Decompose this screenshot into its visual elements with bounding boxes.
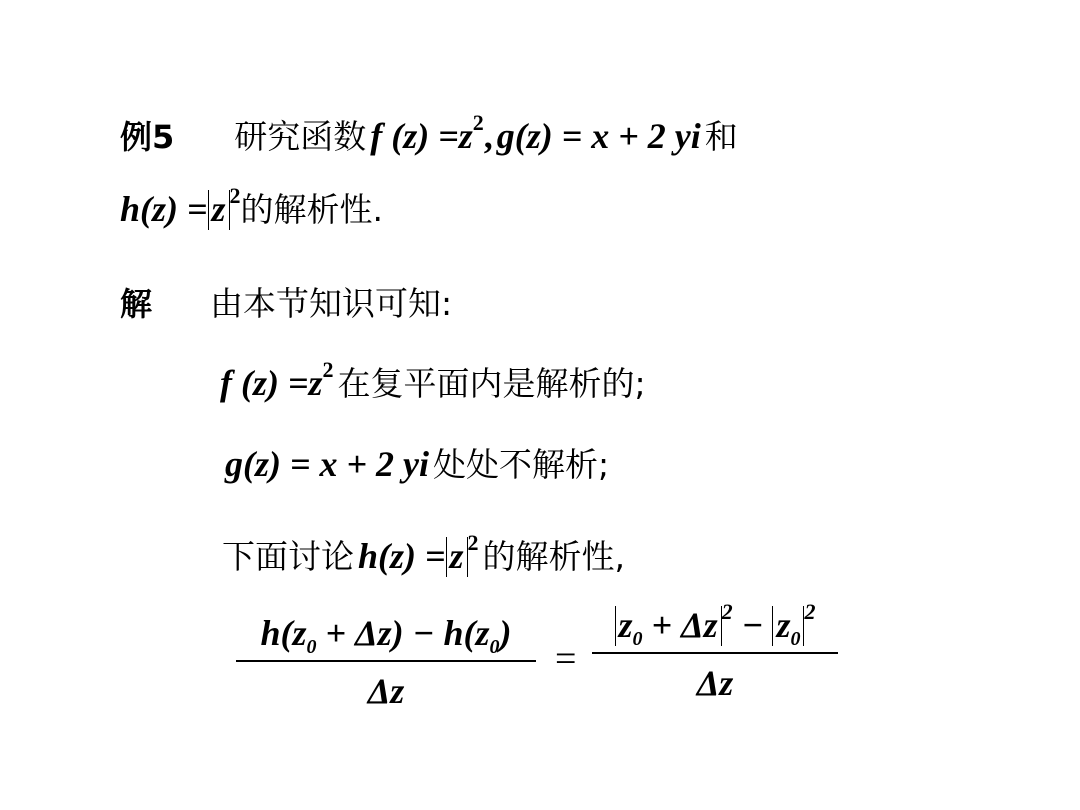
and-word: 和	[704, 117, 738, 156]
g-conclusion: 处处不解析;	[433, 445, 610, 484]
g-statement: g(z) = x + 2 yi	[225, 444, 429, 484]
f-exponent: 2	[472, 110, 484, 135]
h-abs-value: z	[208, 190, 230, 230]
separator: ,	[483, 116, 493, 156]
solution-label: 解	[120, 285, 153, 323]
solution-line-1	[220, 357, 646, 403]
lhs-numerator: $h(z_0 + \Delta z) - h(z_0)$	[260, 613, 512, 658]
h-statement: h(z) =	[358, 536, 446, 576]
f-statement: f (z) =z	[220, 363, 323, 403]
example-tail: 的解析性.	[240, 190, 384, 229]
example-line-2	[120, 183, 384, 230]
lhs-denominator: Δz	[367, 671, 405, 711]
solution-line-2	[225, 446, 609, 482]
example-intro: 研究函数	[234, 117, 367, 156]
difference-quotient-lhs	[236, 612, 536, 712]
h-statement-abs: z	[446, 537, 468, 577]
solution-line-3	[222, 530, 626, 577]
f-definition: f (z) =z	[370, 116, 473, 156]
solution-header	[120, 284, 453, 323]
example-label: 例5	[120, 118, 175, 156]
rhs-denominator: Δz	[696, 663, 734, 703]
h-statement-exponent: 2	[467, 530, 479, 555]
discussion-intro: 下面讨论	[222, 537, 354, 576]
difference-quotient-rhs	[592, 599, 838, 704]
f-statement-exponent: 2	[322, 357, 334, 382]
rhs-numerator: $z_0 + \Delta z$ $^2 - z_0^2$	[592, 604, 838, 652]
solution-intro: 由本节知识可知:	[210, 284, 453, 323]
example-line-1	[120, 110, 738, 156]
equals-sign: =	[555, 638, 577, 680]
h-definition: h(z) =	[120, 189, 208, 229]
h-exponent: 2	[229, 183, 241, 208]
g-definition: g(z) = x + 2 yi	[496, 116, 701, 156]
discussion-tail: 的解析性,	[482, 537, 626, 576]
f-conclusion: 在复平面内是解析的;	[337, 364, 646, 403]
